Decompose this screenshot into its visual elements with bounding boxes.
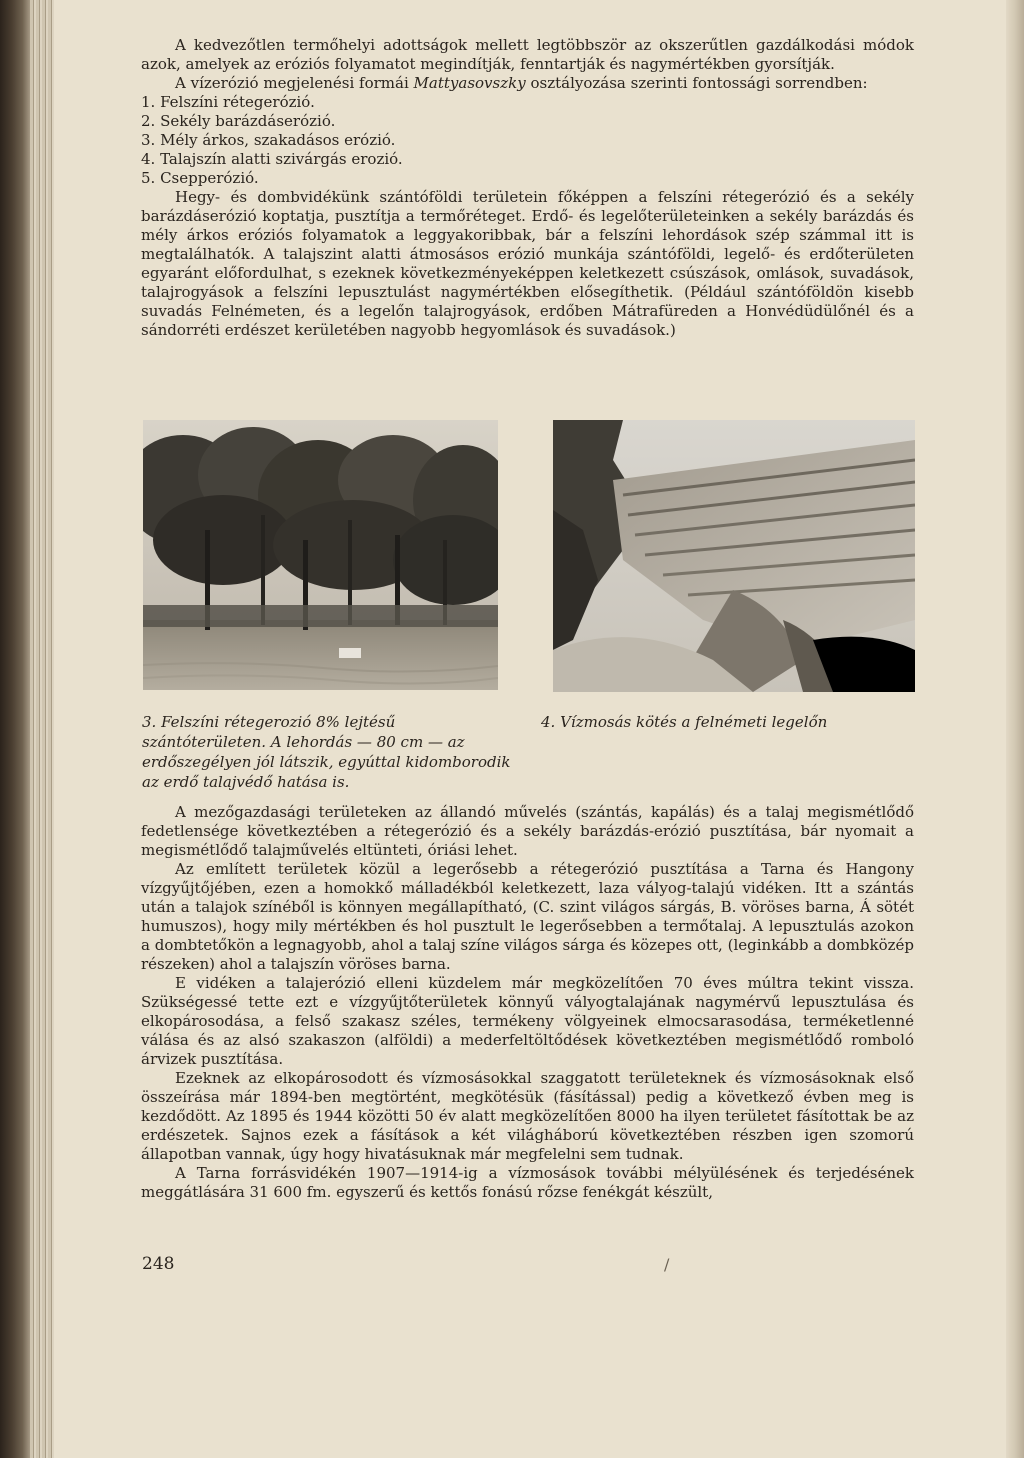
list-item: 3. Mély árkos, szakadásos erózió. [141,131,396,149]
figure-3-caption: 3. Felszíni rétegerozió 8% lejtésű szántóterületen. A lehordás — 80 cm — az erdőszegélyen jól látszik, egyúttal kidomborodik az erdő talajvédő hatása is. [142,713,511,791]
list-item: 2. Sekély barázdáserózió. [141,112,336,130]
list-item: 1. Felszíni rétegerózió. [141,93,315,111]
figure-3-photo [143,420,498,690]
list-item: 5. Csepperózió. [141,169,259,187]
intro-paragraph: A kedvezőtlen termőhelyi adottságok mellett legtöbbször az okszerűtlen gazdálkodási módok azok, amelyek az eróziós folyamatot megindítják, fenntartják és nagymértékben gyorsítják. [141,36,914,73]
classification-intro-text: A vízerózió megjelenési formái [175,74,414,92]
page-right-edge [1006,0,1024,1458]
body-paragraph: Ezeknek az elkopárosodott és vízmosásokkal szaggatott területeknek és vízmosásoknak első összeírása már 1894-ben megtörtént, megkötésük (fásítással) pedig a következő évben meg is kezdődött. Az 1895 és 1944 közötti 50 év alatt megközelítően 8000 ha ilyen területet fásítottak be az erdészetek. Sajnos ezek a fásítások a két világháború következtében részben igen szomorú állapotban vannak, úgy hogy hivatásuknak már megfelelni sem tudnak. [141,1069,914,1163]
book-binding-shadow [0,0,30,1458]
erosion-types-list [141,93,914,188]
figure-4-photo [553,420,915,692]
body-paragraph: E vidéken a talajerózió elleni küzdelem már megközelítően 70 éves múltra tekint vissza. Szükségessé tette ezt e vízgyűjtőterületek könnyű vályogtalajának nagymérvű lepusztulása és elkopárosodása, a felső szakasz széles, termékeny völgyeinek elmocsarasodása, terméketlenné válása és az alsó szakaszon (alföldi) a mederfeltöltődések következtében megismétlődő romboló árvizek pusztítása. [141,974,914,1068]
classification-tail-text: osztályozása szerinti fontossági sorrendben: [525,74,868,92]
classification-paragraph [141,74,914,93]
list-item: 4. Talajszín alatti szivárgás erozió. [141,150,403,168]
gully-terraces-photo [553,420,915,692]
author-name: Mattyasovszky [413,74,526,92]
body-paragraph: Az említett területek közül a legerősebb a rétegerózió pusztítása a Tarna és Hangony vízgyűjtőjében, ezen a homokkő málladékból keletkezett, laza vályog-talajú vidéken. Itt a szántás után a talajok színéből is könnyen megállapítható, (C. szint világos sárgás, B. vöröses barna, Á sötét humuszos), hogy mily mértékben és hol pusztult le legerősebben a termőtalaj. A lepusztulás azokon a dombtetőkön a legnagyobb, ahol a talaj színe világos sárga és közepes ott, (leginkább a dombközép részeken) ahol a talajszín vöröses barna. [141,860,914,973]
page-number: 248 [142,1254,175,1274]
book-page-edges [30,0,54,1458]
erosion-occurrence-paragraph: Hegy- és dombvidékünk szántóföldi területein főképpen a felszíni rétegerózió és a sekély barázdáserózió koptatja, pusztítja a termőréteget. Erdő- és legelőterületeinken a sekély barázdás és mély árkos eróziós folyamatok a leggyakoribbak, bár a felszíni lehordások szép számmal itt is megtalálhatók. A talajszint alatti átmosásos erózió munkája szántóföldi, legelő- és erdőterületen egyaránt előfordulhat, s ezeknek következményeképpen keletkezett csúszások, omlások, suvadások, talajrogyások a felszíni lepusztulást nagymértékben elősegíthetik. (Például szántóföldön kisebb suvadás Felnémeten, és a legelőn talajrogyások, erdőben Mátrafüreden a Honvédüdülőnél és a sándorréti erdészet kerületében nagyobb hegyomlások és suvadások.) [141,188,914,339]
body-paragraph: A mezőgazdasági területeken az állandó művelés (szántás, kapálás) és a talaj megismétlődő fedetlensége következtében a rétegerózió és a sekély barázdás-erózió pusztítása, bár nyomait a megismétlődő talajművelés eltünteti, óriási lehet. [141,803,914,859]
body-paragraph: A Tarna forrásvidékén 1907—1914-ig a vízmosások további mélyülésének és terjedésének meggátlására 31 600 fm. egyszerű és kettős fonású rőzse fenékgát készült, [141,1164,914,1201]
figure-4-caption: 4. Vízmosás kötés a felnémeti legelőn [541,713,828,731]
top-text-block [141,36,914,340]
bottom-text-block [141,803,914,1202]
forest-field-photo [143,420,498,690]
stray-pencil-mark: / [664,1255,670,1274]
